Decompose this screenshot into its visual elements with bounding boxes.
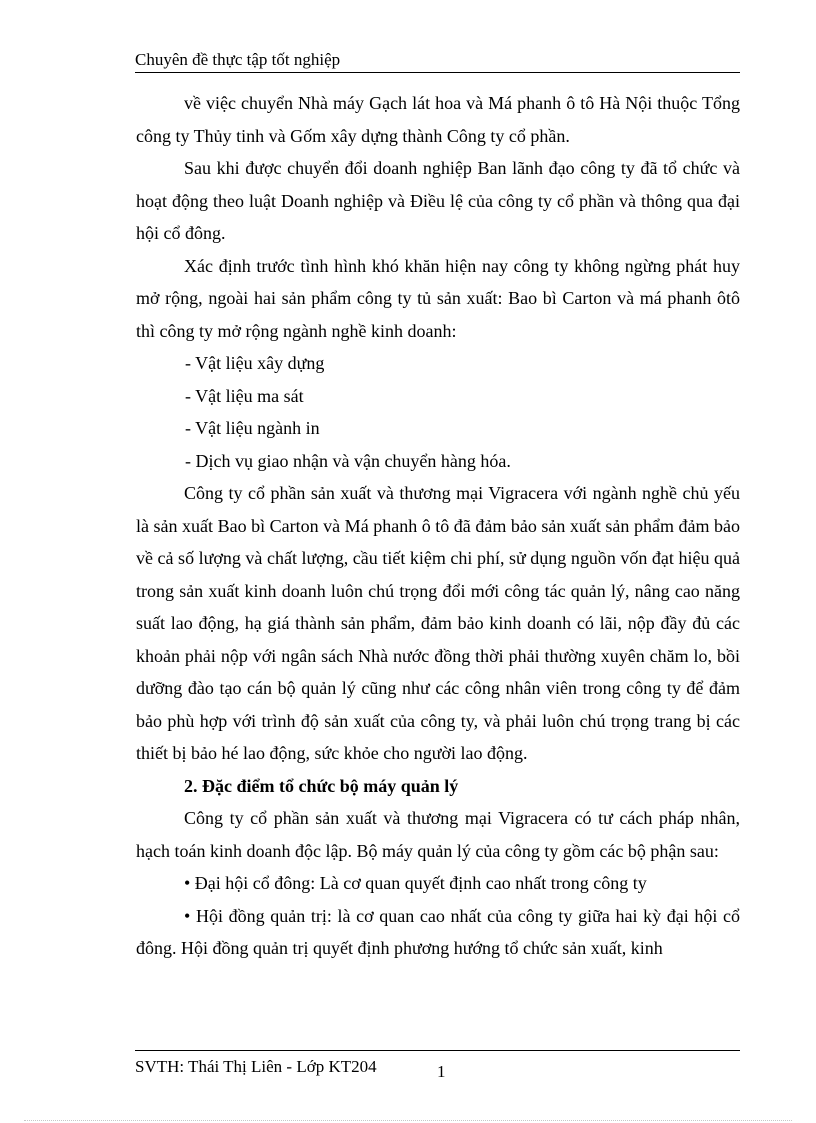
header-title: Chuyên đề thực tập tốt nghiệp: [135, 50, 341, 69]
list-item-friction-materials: - Vật liệu ma sát: [185, 385, 304, 406]
document-body: [136, 87, 740, 965]
page-header: [135, 48, 740, 73]
page-number: 1: [437, 1062, 446, 1081]
bullet-board-of-directors: • Hội đồng quản trị: là cơ quan cao nhất của công ty giữa hai kỳ đại hội cổ đông. Hội đồng quản trị quyết định phương hướng tổ chức sản xuất, kinh: [136, 905, 740, 958]
paragraph-continuation: về việc chuyển Nhà máy Gạch lát hoa và Má phanh ô tô Hà Nội thuộc Tổng công ty Thủy tinh và Gốm xây dựng thành Công ty cổ phần.: [136, 93, 740, 146]
paragraph-management-structure: Công ty cổ phần sản xuất và thương mại Vigracera có tư cách pháp nhân, hạch toán kinh doanh độc lập. Bộ máy quản lý của công ty gồm các bộ phận sau:: [136, 808, 740, 861]
paragraph-conversion: Sau khi được chuyển đổi doanh nghiệp Ban lãnh đạo công ty đã tổ chức và hoạt động theo luật Doanh nghiệp và Điều lệ của công ty cổ phần và thông qua đại hội cổ đông.: [136, 158, 740, 243]
footer-student-info: SVTH: Thái Thị Liên - Lớp KT204: [135, 1057, 377, 1076]
page-footer: [135, 1050, 740, 1081]
bullet-shareholders-meeting: • Đại hội cổ đông: Là cơ quan quyết định cao nhất trong công ty: [184, 873, 647, 893]
paragraph-expansion: Xác định trước tình hình khó khăn hiện nay công ty không ngừng phát huy mở rộng, ngoài hai sản phẩm công ty tủ sản xuất: Bao bì Carton và má phanh ôtô thì công ty mở rộng ngành nghề kinh doanh:: [136, 255, 740, 341]
list-item-logistics-services: - Dịch vụ giao nhận và vận chuyển hàng hóa.: [185, 450, 511, 471]
list-item-printing-materials: - Vật liệu ngành in: [185, 418, 320, 438]
section-heading: 2. Đặc điểm tổ chức bộ máy quản lý: [184, 775, 459, 796]
list-item-construction-materials: - Vật liệu xây dựng: [185, 353, 325, 373]
paragraph-company-operations: Công ty cổ phần sản xuất và thương mại Vigracera với ngành nghề chủ yếu là sản xuất Bao bì Carton và Má phanh ô tô đã đảm bảo sản xuất sản phẩm đảm bảo về cả số lượng và chất lượng, cầu tiết kiệm chi phí, sử dụng nguồn vốn đạt hiệu quả trong sản xuất kinh doanh luôn chú trọng đổi mới công tác quản lý, nâng cao năng suất lao động, hạ giá thành sản phẩm, đảm bảo kinh doanh có lãi, nộp đầy đủ các khoản phải nộp với ngân sách Nhà nước đồng thời phải thường xuyên chăm lo, bồi dưỡng đào tạo cán bộ quản lý cũng như các công nhân viên trong công ty để đảm bảo phù hợp với trình độ sản xuất của công ty, và phải luôn chú trọng trang bị các thiết bị bảo hé lao động, sức khỏe cho người lao động.: [136, 483, 740, 763]
page-edge-divider: [24, 1120, 792, 1121]
